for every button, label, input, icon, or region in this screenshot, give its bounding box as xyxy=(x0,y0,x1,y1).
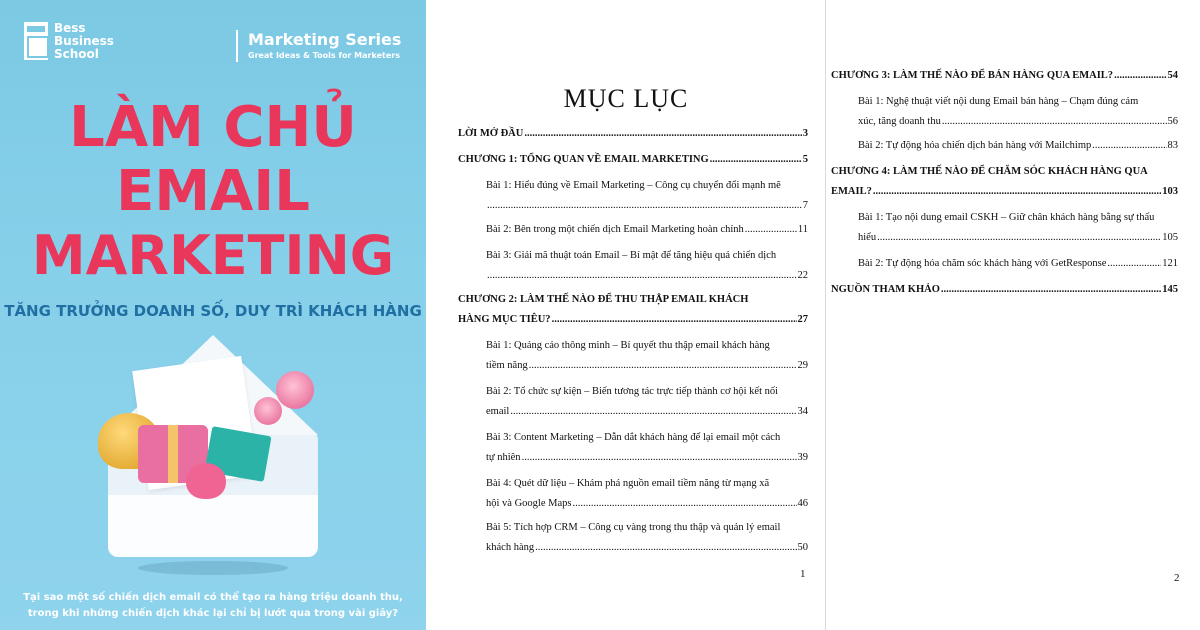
rose-icon xyxy=(254,397,282,425)
envelope-front xyxy=(108,495,318,557)
cover-tagline: Tại sao một số chiến dịch email có thể tạo ra hàng triệu doanh thu, trong khi những chiến dịch khác lại chỉ bị lướt qua trong vài giây? xyxy=(23,592,403,619)
series-subtitle: Great Ideas & Tools for Marketers xyxy=(248,51,400,60)
cover-subtitle: TĂNG TRƯỞNG DOANH SỐ, DUY TRÌ KHÁCH HÀNG xyxy=(4,302,422,320)
toc-entry-c2-bai5[interactable]: Bài 5: Tích hợp CRM – Công cụ vàng trong thu thập và quản lý email khách hàng ..... 50 xyxy=(486,518,808,558)
toc-entry-c2-bai2[interactable]: Bài 2: Tổ chức sự kiện – Biến tương tác trực tiếp thành cơ hội kết nối email ..... 34 xyxy=(486,382,808,422)
toc-entry-chuong-4[interactable]: CHƯƠNG 4: LÀM THẾ NÀO ĐỂ CHĂM SÓC KHÁCH HÀNG QUA EMAIL? ..... 103 xyxy=(831,162,1178,202)
bess-logo-icon xyxy=(24,22,48,60)
toc-entry-c2-bai3[interactable]: Bài 3: Content Marketing – Dẫn dắt khách hàng để lại email một cách tự nhiên ..... 39 xyxy=(486,428,808,468)
book-cover xyxy=(0,0,426,630)
brand-name: Bess Business School xyxy=(54,21,114,61)
toc-entry-c2-bai4[interactable]: Bài 4: Quét dữ liệu – Khám phá nguồn email tiềm năng từ mạng xã hội và Google Maps ..... 46 xyxy=(486,474,808,514)
toc-entry-c4-bai2[interactable]: Bài 2: Tự động hóa chăm sóc khách hàng với GetResponse ..... 121 xyxy=(858,254,1178,274)
cover-title-line1: LÀM CHỦ xyxy=(69,95,357,160)
toc-entry-c4-bai1[interactable]: Bài 1: Tạo nội dung email CSKH – Giữ chân khách hàng bằng sự thấu hiểu ..... 105 xyxy=(858,208,1178,248)
envelope-shadow xyxy=(138,561,288,575)
toc-entry-chuong-2[interactable]: CHƯƠNG 2: LÀM THẾ NÀO ĐỂ THU THẬP EMAIL KHÁCH HÀNG MỤC TIÊU? ..... 27 xyxy=(458,290,808,330)
page-number: 2 xyxy=(1174,572,1180,584)
rose-icon xyxy=(276,371,314,409)
toc-entry-nguon-tham-khao[interactable]: NGUỒN THAM KHẢO ..... 145 xyxy=(831,280,1178,300)
toc-entry-c2-bai1[interactable]: Bài 1: Quảng cáo thông minh – Bí quyết thu thập email khách hàng tiềm năng ..... 29 xyxy=(486,336,808,376)
toc-page-1 xyxy=(426,0,826,630)
toc-entry-chuong-3[interactable]: CHƯƠNG 3: LÀM THẾ NÀO ĐỂ BÁN HÀNG QUA EMAIL? ..... 54 xyxy=(831,66,1178,86)
toc-entry-c1-bai2[interactable]: Bài 2: Bên trong một chiến dịch Email Marketing hoàn chỉnh ..... 11 xyxy=(486,220,808,240)
series-title: Marketing Series xyxy=(248,30,402,49)
bess-logo xyxy=(24,22,114,61)
toc-entry-loi-mo-dau[interactable]: LỜI MỞ ĐẦU ..... 3 xyxy=(458,124,808,144)
toc-entry-c3-bai1[interactable]: Bài 1: Nghệ thuật viết nội dung Email bán hàng – Chạm đúng cảm xúc, tăng doanh thu ..... 56 xyxy=(858,92,1178,132)
toc-entry-c1-bai3[interactable]: Bài 3: Giải mã thuật toán Email – Bí mật để tăng hiệu quả chiến dịch ..... 22 xyxy=(486,246,808,286)
toc-entry-chuong-1[interactable]: CHƯƠNG 1: TỔNG QUAN VỀ EMAIL MARKETING ..... 5 xyxy=(458,150,808,170)
toc-heading: MỤC LỤC xyxy=(563,84,689,113)
toc-entry-c3-bai2[interactable]: Bài 2: Tự động hóa chiến dịch bán hàng với Mailchimp ..... 83 xyxy=(858,136,1178,156)
cover-title-line2: EMAIL xyxy=(116,159,310,224)
page-number: 1 xyxy=(800,568,806,580)
toc-page-2 xyxy=(826,0,1200,630)
pink-heart-icon xyxy=(186,463,226,499)
series-label xyxy=(236,30,401,62)
cover-title-line3: MARKETING xyxy=(31,224,395,287)
envelope-illustration xyxy=(98,335,328,590)
toc-entry-c1-bai1[interactable]: Bài 1: Hiểu đúng về Email Marketing – Công cụ chuyển đổi mạnh mẽ ..... 7 xyxy=(486,176,808,216)
